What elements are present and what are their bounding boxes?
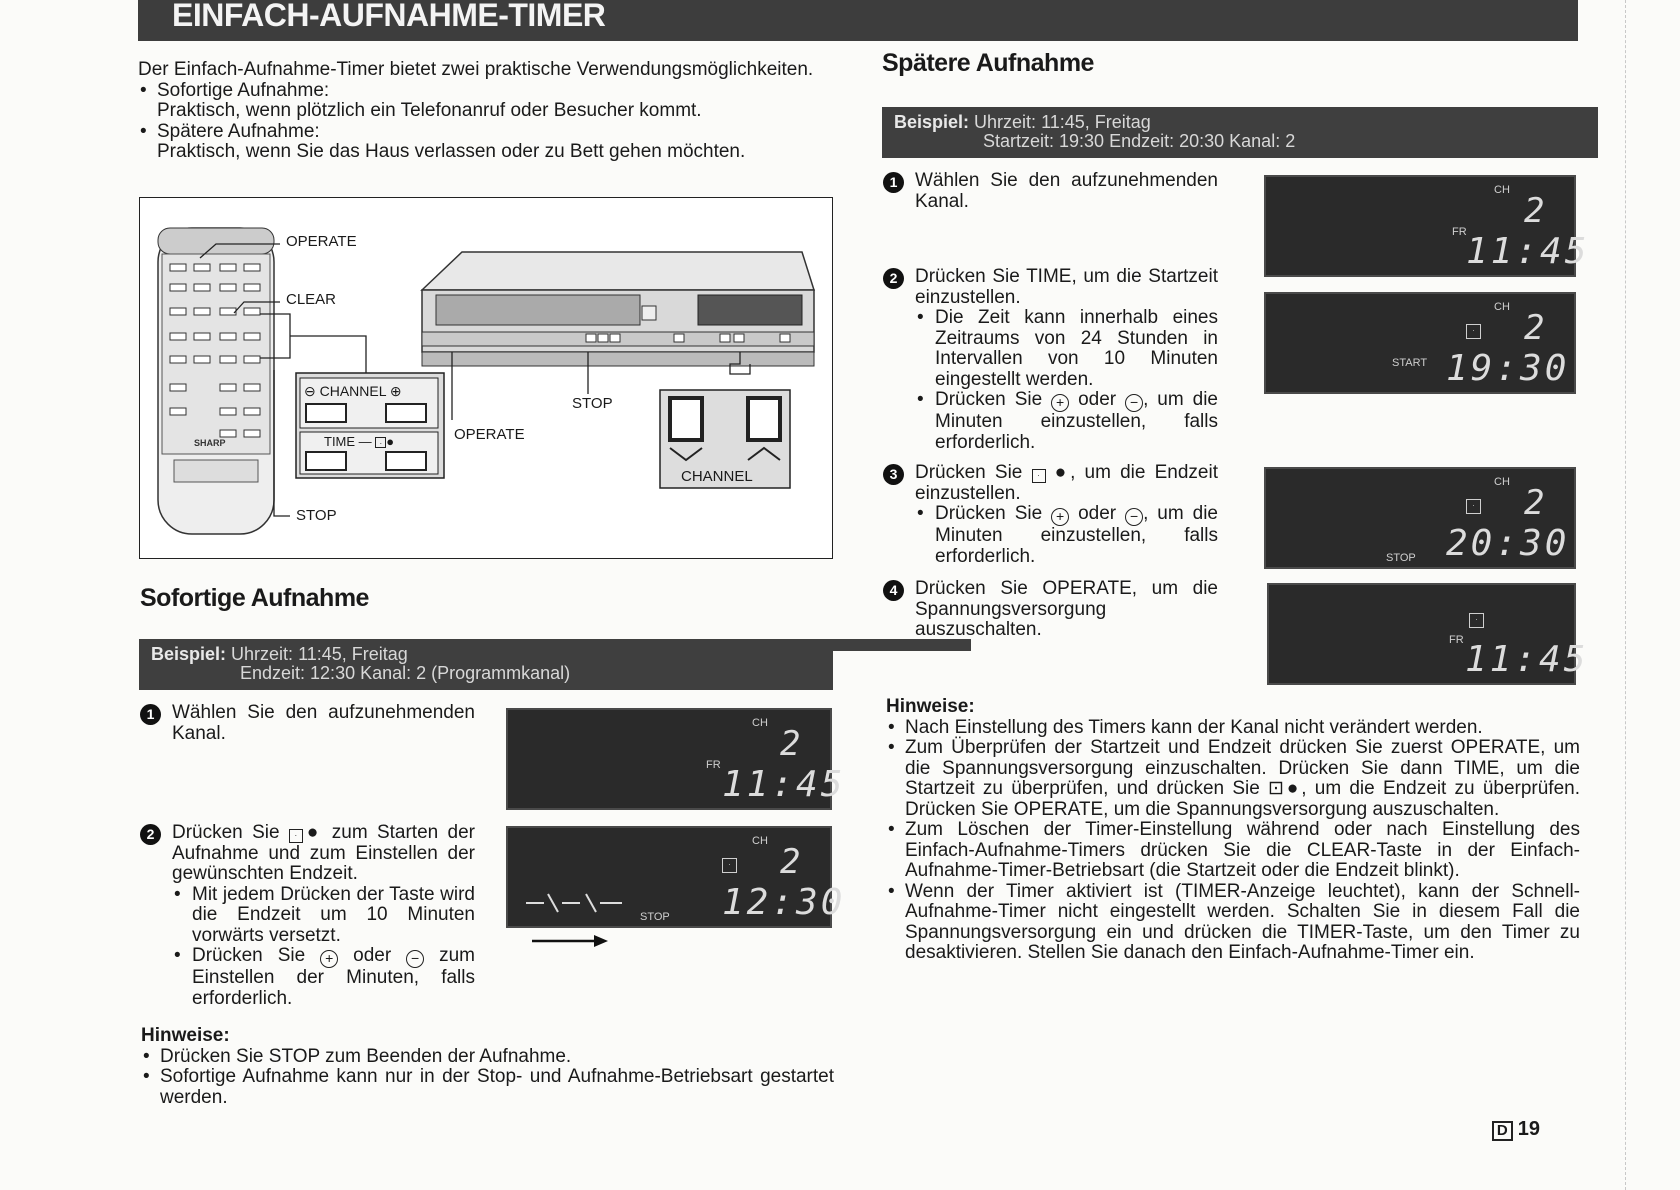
timer-clock-icon: · [1469, 613, 1484, 628]
list-item [915, 504, 1218, 567]
lcd-day: FR [1449, 634, 1464, 646]
sofort-example-box [139, 639, 833, 690]
language-badge: D [1492, 1121, 1513, 1141]
channel-key-label: ⊖ CHANNEL ⊕ [304, 383, 402, 399]
list-item: • Drücken Sie STOP zum Beenden der Aufnahme. [141, 1047, 834, 1068]
lcd-mode: START [1392, 357, 1428, 369]
intro [138, 60, 830, 163]
spaeter-step-3 [883, 463, 1218, 567]
time-key-label: TIME — · ● [324, 434, 395, 449]
sofort-notes [141, 1026, 834, 1108]
step-text-pre: Drücken Sie [915, 462, 1023, 483]
lcd-display [1267, 583, 1589, 685]
example-label: Beispiel: [894, 112, 970, 132]
list-item [915, 390, 1218, 453]
step-bullets [172, 885, 475, 1010]
list-item: • Sofortige Aufnahme kann nur in der Stop- und Aufnahme-Betriebsart gestartet werden. [141, 1067, 834, 1108]
lcd-mode: STOP [1386, 552, 1416, 564]
step-number: 1 [140, 704, 161, 725]
bullet-pre: Drücken Sie [935, 389, 1043, 411]
remote-label-clear: CLEAR [286, 291, 337, 308]
step-text-post: , um die Endzeit einzustellen. [915, 462, 1218, 504]
intro-text: Der Einfach-Aufnahme-Timer bietet zwei praktische Verwendungsmöglichkeiten. [138, 59, 814, 80]
step-number: 3 [883, 464, 904, 485]
lcd-channel: 2 [1524, 191, 1545, 231]
lcd-channel: 2 [780, 842, 801, 882]
lcd-channel: 2 [1524, 308, 1545, 348]
sofort-heading: Sofortige Aufnahme [140, 584, 369, 612]
list-item [172, 946, 475, 1009]
time-key-text: TIME [324, 434, 356, 449]
item-body: Praktisch, wenn plötzlich ein Telefonanruf oder Besucher kommt. [157, 100, 702, 122]
spaeter-heading: Spätere Aufnahme [882, 49, 1094, 77]
step-bullets [915, 308, 1218, 453]
list-item: • Nach Einstellung des Timers kann der Kanal nicht verändert werden. [886, 718, 1580, 739]
plus-button-icon: + [320, 950, 338, 968]
channel-key-text: CHANNEL [319, 383, 387, 399]
vcr-label-operate: OPERATE [454, 426, 525, 443]
lcd-day: FR [706, 759, 721, 771]
minus-button-icon: − [406, 950, 424, 968]
step-text: Wählen Sie den aufzunehmenden Kanal. [915, 170, 1218, 212]
diagram-illustration [140, 198, 832, 558]
bullet-pre: Drücken Sie [935, 503, 1043, 525]
blink-indicator-icon [516, 888, 636, 918]
intro-list [138, 81, 830, 163]
bullet-post: , um die Minuten einzustellen, falls erforderlich. [935, 503, 1218, 567]
step-text-post: zum Starten der Aufnahme und zum Einstellen der gewünschten Endzeit. [172, 822, 476, 885]
spaeter-notes [886, 697, 1580, 964]
sofort-step-2 [140, 823, 475, 1009]
notes-heading: Hinweise: [886, 696, 975, 717]
lcd-day: FR [1452, 226, 1467, 238]
lcd-ch-label: CH [1494, 301, 1510, 313]
sofort-step-1 [140, 703, 475, 744]
step-text: Wählen Sie den aufzunehmenden Kanal. [172, 702, 475, 744]
remote-label-operate: OPERATE [286, 233, 357, 250]
lcd-channel: 2 [780, 724, 801, 764]
arrow-right-icon [530, 932, 610, 950]
lcd-display [506, 708, 846, 810]
page-number-value: 19 [1517, 1118, 1540, 1140]
step-text [915, 267, 1218, 453]
minus-button-icon: − [1125, 508, 1143, 526]
lcd-display [1264, 175, 1590, 277]
list-item: • Zum Löschen der Timer-Einstellung während oder nach Einstellung des Einfach-Aufnahme-Timers drücken Sie die CLEAR-Taste in der Einfach-Aufnahme-Timer-Betriebsart (die Startzeit oder die Endzeit blinkt). [886, 820, 1580, 882]
title-bar [138, 0, 1578, 41]
lcd-ch-label: CH [752, 835, 768, 847]
list-item: • Mit jedem Drücken der Taste wird die Endzeit um 10 Minuten vorwärts versetzt. [172, 885, 475, 947]
vcr-label-stop: STOP [572, 395, 613, 412]
bullet-mid: oder [1078, 503, 1117, 525]
notes-heading: Hinweise: [141, 1025, 230, 1046]
step-text: Drücken Sie · ● zum Starten der Aufnahme und zum Einstellen der gewünschten Endzeit. • Mit jedem Drücken der Taste wird die Endzeit um 10 Minuten vorwärts versetzt. • Drücken Sie + oder − zum Einstellen der Minuten, falls erforderlich. [172, 823, 475, 1009]
lcd-display [1264, 292, 1576, 394]
example-line2: Endzeit: 12:30 Kanal: 2 (Programmkanal) [240, 663, 571, 684]
example-line1: Uhrzeit: 11:45, Freitag [974, 112, 1151, 132]
timer-clock-icon: · [1466, 324, 1481, 339]
lcd-time: 11:45 [1465, 639, 1589, 680]
step-bullets [915, 504, 1218, 567]
lcd-time: 11:45 [722, 764, 846, 805]
lcd-time: 20:30 [1446, 523, 1570, 564]
timer-button-icon: · [289, 829, 303, 843]
list-item [138, 122, 830, 163]
page-edge-rule [1625, 0, 1627, 1190]
lcd-ch-label: CH [1494, 476, 1510, 488]
list-item: • Die Zeit kann innerhalb eines Zeitraums von 24 Stunden in Intervallen von 10 Minuten eingestellt werden. [915, 308, 1218, 390]
remote-vcr-diagram [139, 197, 833, 559]
step-number: 2 [883, 268, 904, 289]
example-line1: Uhrzeit: 11:45, Freitag [231, 644, 408, 664]
lcd-time: 19:30 [1446, 348, 1570, 389]
list-item [138, 81, 830, 122]
bullet-pre: Drücken Sie [192, 945, 306, 967]
page-title: EINFACH-AUFNAHME-TIMER [172, 0, 606, 33]
example-line2: Startzeit: 19:30 Endzeit: 20:30 Kanal: 2 [983, 131, 1296, 152]
bullet-post: , um die Minuten einzustellen, falls erforderlich. [935, 389, 1218, 453]
remote-label-stop: STOP [296, 507, 337, 524]
spaeter-step-2 [883, 267, 1218, 453]
timer-clock-icon: · [722, 858, 737, 873]
plus-button-icon: + [1051, 508, 1069, 526]
notes-list [141, 1047, 834, 1109]
lcd-display [506, 826, 846, 928]
item-head: Spätere Aufnahme: [157, 120, 320, 142]
bullet-mid: oder [353, 945, 392, 967]
step-text: Drücken Sie OPERATE, um die Spannungsversorgung auszuschalten. [915, 578, 1218, 641]
lcd-time: 11:45 [1466, 231, 1590, 272]
step-number: 2 [140, 824, 161, 845]
step-text: Drücken Sie · ●, um die Endzeit einzustellen. • Drücken Sie + oder − , um die Minuten einzustellen, falls erforderlich. [915, 463, 1218, 567]
step-number: 1 [883, 172, 904, 193]
minus-button-icon: − [1125, 394, 1143, 412]
step-text-pre: Drücken Sie [172, 822, 280, 843]
remote-brand: SHARP [194, 438, 226, 448]
lcd-time: 12:30 [722, 882, 846, 923]
step-number: 4 [883, 580, 904, 601]
item-body: Praktisch, wenn Sie das Haus verlassen oder zu Bett gehen möchten. [157, 141, 746, 163]
timer-clock-icon: · [1466, 499, 1481, 514]
lcd-channel: 2 [1524, 483, 1545, 523]
spaeter-step-1 [883, 171, 1218, 212]
item-head: Sofortige Aufnahme: [157, 79, 330, 101]
spaeter-step-4 [883, 579, 1218, 641]
step-text-main: Drücken Sie TIME, um die Startzeit einzustellen. [915, 266, 1218, 308]
plus-button-icon: + [1051, 394, 1069, 412]
lcd-ch-label: CH [1494, 184, 1510, 196]
page-number [1492, 1119, 1540, 1141]
lcd-ch-label: CH [752, 717, 768, 729]
vcr-label-channel: CHANNEL [681, 468, 753, 485]
spaeter-example-box [882, 107, 1598, 158]
list-item: • Zum Überprüfen der Startzeit und Endzeit drücken Sie zuerst OPERATE, um die Spannungsversorgung einzuschalten. Drücken Sie dann TIME, um die Startzeit zu überprüfen, und drücken Sie ⊡●, um die Endzeit zu überprüfen. Drücken Sie OPERATE, um die Spannungsversorgung auszuschalten. [886, 738, 1580, 820]
bullet-mid: oder [1078, 389, 1117, 411]
timer-button-icon: · [1032, 469, 1046, 483]
list-item: • Wenn der Timer aktiviert ist (TIMER-Anzeige leuchtet), kann der Schnell-Aufnahme-Timer nicht eingestellt werden. Schalten Sie in diesem Fall die Spannungsversorgung ein und drücken die TIMER-Taste, um den Timer zu desaktivieren. Stellen Sie danach den Einfach-Aufnahme-Timer ein. [886, 882, 1580, 964]
bullet-post: zum Einstellen der Minuten, falls erforderlich. [192, 945, 475, 1009]
lcd-display [1264, 467, 1576, 569]
notes-list [886, 718, 1580, 964]
lcd-mode: STOP [640, 911, 670, 923]
example-label: Beispiel: [151, 644, 227, 664]
